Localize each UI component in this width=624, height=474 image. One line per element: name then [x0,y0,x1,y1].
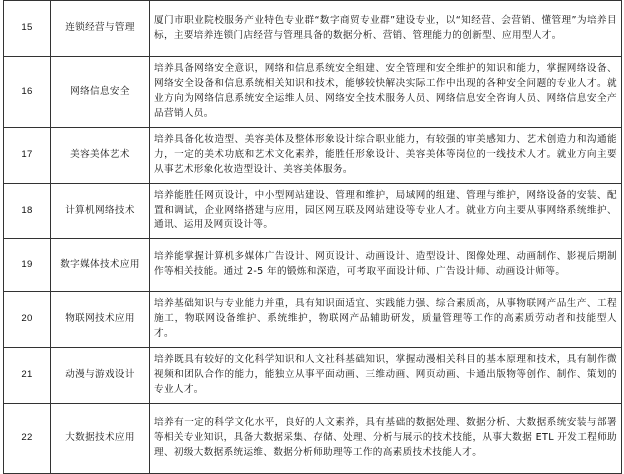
major-description: 培养基础知识与专业能力并重，具有知识面适宜、实践能力强、综合素质高，从事物联网产品生产、工程施工，物联网设备维护、系统维护，物联网产品辅助研发，质量管理等工作的高素质劳动者和技能型人才。 [150,292,622,348]
row-number: 16 [4,57,51,128]
major-name: 美容美体艺术 [51,128,150,184]
major-description: 培养具备化妆造型、美容美体及整体形象设计综合职业能力，有较强的审美感知力、艺术创造力和沟通能力，一定的美术功底和艺术文化素养，能胜任形象设计、美容美体等岗位的一线技术人才。就业方向主要从事艺术形象化妆造型设计、美容美体服务。 [150,128,622,184]
table-row [4,57,622,128]
row-number: 18 [4,184,51,239]
row-number: 19 [4,239,51,292]
row-number: 22 [4,404,51,474]
row-number: 15 [4,1,51,57]
table-row [4,348,622,404]
table-row [4,1,622,57]
major-name: 数字媒体技术应用 [51,239,150,292]
major-name: 大数据技术应用 [51,404,150,474]
table-row [4,292,622,348]
row-number: 21 [4,348,51,404]
major-name: 计算机网络技术 [51,184,150,239]
major-name: 网络信息安全 [51,57,150,128]
row-number: 17 [4,128,51,184]
table-row [4,239,622,292]
major-description: 培养能胜任网页设计，中小型网站建设、管理和维护，局域网的组建、管理与维护，网络设备的安装、配置和调试，企业网络搭建与应用，园区网互联及网站建设等专业人才。就业方向主要从事网络系统维护、通讯、运用及网页设计等。 [150,184,622,239]
major-description: 培养既具有较好的文化科学知识和人文社科基础知识，掌握动漫相关科目的基本原理和技术，具有制作微视频和团队合作的能力，能独立从事平面动画、三维动画、网页动画、卡通出版物等创作、制作、策划的专业人才。 [150,348,622,404]
table-row [4,404,622,474]
table-row [4,184,622,239]
majors-table [3,0,622,474]
major-name: 连锁经营与管理 [51,1,150,57]
major-description: 培养有一定的科学文化水平，良好的人文素养，具有基础的数据处理、数据分析、大数据系统安装与部署等相关专业知识，具备大数据采集、存储、处理、分析与展示的技术技能，从事大数据 ETL 开发工程师助理、初级大数据系统运维、数据分析师助理等工作的高素质技术技能人才。 [150,404,622,474]
major-name: 物联网技术应用 [51,292,150,348]
major-description: 培养具备网络安全意识，网络和信息系统安全组建、安全管理和安全维护的知识和能力，掌握网络设备、网络安全设备和信息系统相关知识和技术，能够较快解决实际工作中出现的各种安全问题的专业人才。就业方向为网络信息系统安全运维人员、网络安全技术服务人员、网络信息安全咨询人员、网络信息安全产品营销人员。 [150,57,622,128]
major-description: 厦门市职业院校服务产业特色专业群“数字商贸专业群”建设专业，以“知经营、会营销、懂管理”为培养目标，主要培养连锁门店经营与管理具备的数据分析、营销、管理能力的创新型、应用型人才。 [150,1,622,57]
major-description: 培养能掌握计算机多媒体广告设计、网页设计、动画设计、造型设计、图像处理、动画制作、影视后期制作等相关技能。通过 2-5 年的锻炼和深造，可考取平面设计师、广告设计师、动画设计师等。 [150,239,622,292]
table-row [4,128,622,184]
major-name: 动漫与游戏设计 [51,348,150,404]
row-number: 20 [4,292,51,348]
